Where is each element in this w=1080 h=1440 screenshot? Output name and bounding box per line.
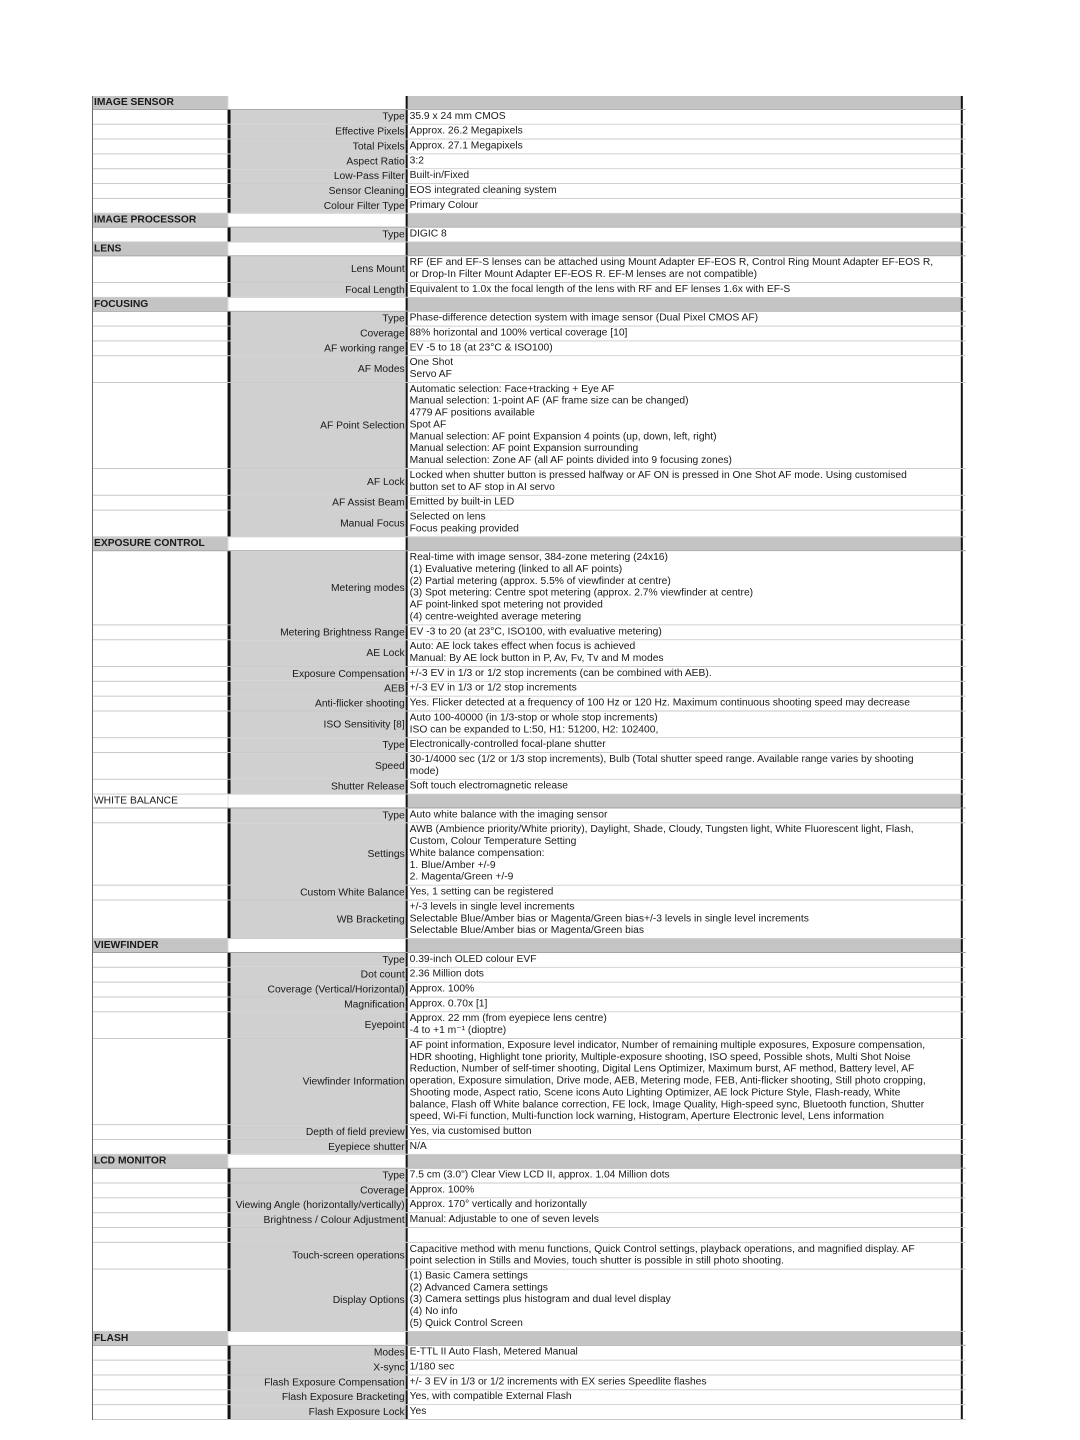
- spec-label: Settings: [367, 848, 405, 860]
- spec-row-modes: [93, 1346, 966, 1361]
- spec-row-flash-exposure-compensation: [93, 1375, 966, 1390]
- spec-label: Type: [382, 313, 405, 325]
- spec-value: Soft touch electromagnetic release: [409, 780, 568, 792]
- section-title: LCD MONITOR: [93, 1155, 228, 1168]
- spec-value: EV -3 to 20 (at 23°C, ISO100, with evaluative metering): [409, 626, 662, 638]
- section-header-exposure-control: [93, 537, 966, 551]
- spec-value: 7.5 cm (3.0") Clear View LCD II, approx. 1.04 Million dots: [409, 1169, 670, 1181]
- spec-row-eyepoint: [93, 1012, 966, 1039]
- spec-row-custom-white-balance: [93, 886, 966, 901]
- spec-label: Effective Pixels: [335, 126, 405, 138]
- spec-row-eyepiece-shutter: [93, 1140, 966, 1155]
- spec-row-type: [93, 953, 966, 968]
- spec-value: EOS integrated cleaning system: [409, 185, 557, 196]
- spec-value: Approx. 0.70x [1]: [409, 998, 488, 1010]
- spec-value: (1) Basic Camera settings (2) Advanced Camera settings (3) Camera settings plus histogram and dual level display (4) No info (5) Quick Control Screen: [409, 1270, 671, 1329]
- spec-value: AF point information, Exposure level indicator, Number of remaining multiple exposures, Exposure compensation, HDR shooting, Highlight tone priority, Multiple-exposure shooting, ISO speed, Possible shots, Multi Shot Noise Reduction, Number of self-timer shooting, Digital Lens Optimizer, Maximum burst, AF method, Battery level, AF operation, Exposure simulation, Drive mode, AEB, Metering mode, FEB, Anti-flicker shooting, Still photo cropping, Shooting mode, Aspect ratio, Scene icons Auto Lighting Optimizer, AE lock Picture Style, Flash-ready, White balance, Flash off White balance correction, FE lock, Image Quality, High-speed sync, Bluetooth function, Shutter speed, Wi-Fi function, Multi-function lock warning, Histogram, Aperture Electronic level, Lens information: [409, 1040, 926, 1123]
- spec-label: Type: [382, 229, 405, 240]
- spec-label: ISO Sensitivity [8]: [323, 718, 405, 730]
- spec-value: Yes. Flicker detected at a frequency of 100 Hz or 120 Hz. Maximum continuous shooting speed may decrease: [409, 697, 910, 709]
- spec-label: Anti-flicker shooting: [314, 698, 405, 710]
- section-title: FOCUSING: [93, 298, 228, 311]
- spec-label: Type: [382, 954, 405, 966]
- spec-label: Flash Exposure Lock: [308, 1406, 405, 1418]
- spec-label: Brightness / Colour Adjustment: [263, 1214, 405, 1226]
- spec-row-af-working-range: [93, 341, 966, 356]
- spec-label: AEB: [384, 683, 405, 695]
- spec-row-flash-exposure-bracketing: [93, 1390, 966, 1405]
- spec-value: AWB (Ambience priority/White priority), Daylight, Shade, Cloudy, Tungsten light, White Fluorescent light, Flash, Custom, Colour Temperature Setting White balance compensation: 1. Blue/Amber +/-9 2. Magenta/Green +/-9: [409, 824, 914, 883]
- spec-row-display-options: [93, 1270, 966, 1332]
- spec-label: Eyepiece shutter: [328, 1141, 405, 1153]
- spec-value: Selected on lens Focus peaking provided: [409, 511, 519, 535]
- spec-value: Approx. 100%: [409, 1184, 475, 1196]
- spec-value: Primary Colour: [409, 199, 479, 211]
- spec-value: +/-3 EV in 1/3 or 1/2 stop increments: [409, 682, 577, 694]
- spec-value: 35.9 x 24 mm CMOS: [409, 110, 506, 122]
- spec-value: Approx. 100%: [409, 983, 475, 995]
- spec-label: Display Options: [332, 1294, 405, 1306]
- spec-value: Auto: AE lock takes effect when focus is achieved Manual: By AE lock button in P, Av, Fv, Tv and M modes: [409, 641, 664, 664]
- spec-value: Locked when shutter button is pressed halfway or AF ON is pressed in One Shot AF mode. Using customised button set to AF stop in AI servo: [409, 470, 907, 493]
- spec-label: Type: [382, 111, 405, 123]
- spec-label: Aspect Ratio: [346, 155, 405, 167]
- spec-label: Low-Pass Filter: [333, 170, 405, 182]
- section-header-focusing: [93, 298, 966, 312]
- spec-row-type: [93, 1169, 966, 1184]
- spec-value: Equivalent to 1.0x the focal length of the lens with RF and EF lenses 1.6x with EF-S: [409, 284, 791, 295]
- spec-value: Capacitive method with menu functions, Quick Control settings, playback operations, and magnified display. AF point selection in Stills and Movies, touch shutter is possible in still photo shooting.: [409, 1243, 915, 1267]
- spec-row-x-sync: [93, 1361, 966, 1376]
- spec-row-flash-exposure-lock: [93, 1405, 966, 1420]
- spec-row-type: [93, 110, 966, 125]
- spec-value: Approx. 26.2 Megapixels: [409, 125, 523, 137]
- spec-row-sensor-cleaning: [93, 184, 966, 199]
- spec-label: Touch-screen operations: [292, 1250, 405, 1262]
- spec-row-metering-brightness-range: [93, 625, 966, 640]
- section-header-lcd-monitor: [93, 1155, 966, 1169]
- spec-row-aeb: [93, 682, 966, 697]
- spec-row-brightness-colour-adjustment: [93, 1213, 966, 1228]
- spec-row-anti-flicker-shooting: [93, 697, 966, 712]
- spec-row-aspect-ratio: [93, 154, 966, 169]
- spec-value: 0.39-inch OLED colour EVF: [409, 953, 537, 965]
- spec-row-type: [93, 312, 966, 327]
- spec-label: Custom White Balance: [300, 887, 405, 899]
- spec-row-af-modes: [93, 356, 966, 383]
- spec-label: Exposure Compensation: [292, 668, 405, 680]
- spec-row-type: [93, 738, 966, 753]
- spec-value: Automatic selection: Face+tracking + Eye AF Manual selection: 1-point AF (AF frame size can be changed) 4779 AF positions available Spot AF Manual selection: AF point Expansion 4 points (up, down, left, right) Manual selection: AF point Expansion surrounding Manual selection: Zone AF (all AF points divided into 9 focusing zones): [409, 383, 732, 467]
- spec-row-effective-pixels: [93, 125, 966, 140]
- spec-row-coverage: [93, 1184, 966, 1199]
- spec-value: Yes, with compatible External Flash: [409, 1391, 572, 1403]
- spec-value: Approx. 170° vertically and horizontally: [409, 1199, 587, 1211]
- spec-label: Metering modes: [330, 582, 405, 594]
- spec-label: Focal Length: [345, 284, 405, 296]
- spec-value: Emitted by built-in LED: [409, 496, 515, 508]
- spec-value: RF (EF and EF-S lenses can be attached using Mount Adapter EF-EOS R, Control Ring Mount Adapter EF-EOS R, or Drop-In Filter Mount Adapter EF-EOS R. EF-M lenses are not compatible): [409, 257, 934, 281]
- spec-row-af-lock: [93, 469, 966, 496]
- spec-row-coverage: [93, 327, 966, 342]
- spec-label: Type: [382, 809, 405, 821]
- spec-label: AF Point Selection: [320, 420, 405, 431]
- spec-value: Auto white balance with the imaging sensor: [409, 809, 608, 821]
- spec-label: Viewfinder Information: [302, 1076, 405, 1088]
- section-title: FLASH: [93, 1332, 228, 1345]
- spec-row-ae-lock: [93, 640, 966, 667]
- spec-label: Dot count: [360, 969, 405, 981]
- spec-value: Approx. 22 mm (from eyepiece lens centre) -4 to +1 m⁻¹ (dioptre): [409, 1013, 607, 1037]
- spec-value: N/A: [409, 1140, 427, 1152]
- spec-label: Coverage: [360, 328, 405, 339]
- spec-value: +/- 3 EV in 1/3 or 1/2 increments with EX series Speedlite flashes: [409, 1376, 707, 1388]
- spec-label: Coverage: [360, 1184, 405, 1196]
- section-title: VIEWFINDER: [93, 939, 228, 952]
- spec-row-touch-screen-operations: [93, 1243, 966, 1270]
- section-title: WHITE BALANCE: [93, 795, 228, 808]
- section-title: IMAGE PROCESSOR: [93, 214, 228, 227]
- spec-row-magnification: [93, 997, 966, 1012]
- spec-row-settings: [93, 823, 966, 885]
- spec-label: Sensor Cleaning: [328, 185, 405, 197]
- spec-sheet: [92, 96, 966, 1420]
- spec-label: Modes: [373, 1347, 405, 1359]
- spec-row-type: [93, 228, 966, 243]
- spec-label: Speed: [374, 760, 405, 772]
- spec-row-viewfinder-information: [93, 1039, 966, 1125]
- spec-value: Manual: Adjustable to one of seven levels: [409, 1214, 599, 1226]
- section-title: EXPOSURE CONTROL: [93, 537, 228, 550]
- spec-label: AF working range: [324, 342, 405, 354]
- spec-label: AF Lock: [366, 476, 405, 488]
- spec-label: X-sync: [373, 1362, 405, 1373]
- spec-value: One Shot Servo AF: [409, 357, 454, 380]
- spec-row-type: [93, 808, 966, 823]
- spec-value: Real-time with image sensor, 384-zone metering (24x16) (1) Evaluative metering (linked to all AF points) (2) Partial metering (approx. 5.5% of viewfinder at centre) (3) Spot metering: Centre spot metering (approx. 2.7% viewfinder at centre) AF point-linked spot metering not provided (4) centre-weighted average metering: [409, 552, 754, 623]
- spec-row-depth-of-field-preview: [93, 1125, 966, 1140]
- spec-value: Yes: [409, 1406, 427, 1418]
- spec-row-shutter-release: [93, 780, 966, 795]
- spec-value: Yes, via customised button: [409, 1126, 532, 1137]
- spec-label: Shutter Release: [330, 781, 405, 793]
- spec-value: 3:2: [409, 155, 424, 167]
- spec-row-total-pixels: [93, 140, 966, 155]
- spec-label: Eyepoint: [364, 1019, 405, 1031]
- spec-value: DIGIC 8: [409, 228, 447, 240]
- spec-row-coverage-vertical-horizontal: [93, 983, 966, 998]
- section-header-image-processor: [93, 214, 966, 228]
- spec-row-dot-count: [93, 968, 966, 983]
- spec-label: AF Assist Beam: [332, 497, 405, 509]
- spec-row-low-pass-filter: [93, 169, 966, 184]
- spec-row-af-point-selection: [93, 383, 966, 469]
- spec-row-speed: [93, 753, 966, 780]
- spec-label: Lens Mount: [350, 263, 405, 275]
- spec-label: AE Lock: [366, 647, 405, 659]
- section-header-flash: [93, 1332, 966, 1346]
- spec-label: Type: [382, 1170, 405, 1182]
- spec-row-viewing-angle-horizontally-vertically: [93, 1198, 966, 1213]
- spec-label: Viewing Angle (horizontally/vertically): [235, 1199, 405, 1211]
- spec-value: +/-3 levels in single level increments Selectable Blue/Amber bias or Magenta/Green bias+/-3 levels in single level increments Selectable Blue/Amber bias or Magenta/Green bias: [409, 901, 809, 937]
- spec-label: Flash Exposure Compensation: [264, 1376, 405, 1388]
- spec-value: +/-3 EV in 1/3 or 1/2 stop increments (can be combined with AEB).: [409, 667, 712, 679]
- spec-label: Colour Filter Type: [323, 200, 405, 212]
- spec-row-af-assist-beam: [93, 496, 966, 511]
- spec-label: Manual Focus: [340, 518, 405, 529]
- spec-value: EV -5 to 18 (at 23°C & ISO100): [409, 342, 553, 354]
- spec-value: Auto 100-40000 (in 1/3-stop or whole stop increments) ISO can be expanded to L:50, H1: 51200, H2: 102400,: [409, 712, 659, 736]
- spec-value: 88% horizontal and 100% vertical coverage [10]: [409, 327, 628, 339]
- spec-row-exposure-compensation: [93, 667, 966, 682]
- spec-row-iso-sensitivity-8: [93, 711, 966, 738]
- spec-label: Magnification: [344, 998, 405, 1010]
- section-title: IMAGE SENSOR: [93, 96, 228, 109]
- section-header-viewfinder: [93, 939, 966, 953]
- spec-value: Electronically-controlled focal-plane shutter: [409, 739, 606, 751]
- spec-row-focal-length: [93, 283, 966, 298]
- spec-value: 30-1/4000 sec (1/2 or 1/3 stop increments), Bulb (Total shutter speed range. Available range varies by shooting mode): [409, 754, 914, 777]
- section-header-lens: [93, 242, 966, 256]
- spec-row-blank: [93, 1228, 966, 1243]
- spec-row-colour-filter-type: [93, 199, 966, 214]
- spec-row-manual-focus: [93, 511, 966, 538]
- spec-value: 2.36 Million dots: [409, 968, 484, 980]
- spec-value: E-TTL II Auto Flash, Metered Manual: [409, 1346, 578, 1358]
- spec-value: Approx. 27.1 Megapixels: [409, 140, 523, 152]
- spec-value: 1/180 sec: [409, 1361, 455, 1373]
- spec-row-metering-modes: [93, 551, 966, 625]
- spec-label: Flash Exposure Bracketing: [281, 1391, 405, 1403]
- spec-value: Phase-difference detection system with image sensor (Dual Pixel CMOS AF): [409, 312, 759, 324]
- spec-value: Yes, 1 setting can be registered: [409, 886, 554, 898]
- spec-label: Metering Brightness Range: [280, 626, 405, 638]
- spec-label: WB Bracketing: [336, 913, 405, 925]
- spec-label: AF Modes: [357, 363, 405, 375]
- section-header-image-sensor: [93, 96, 966, 110]
- spec-label: Depth of field preview: [305, 1126, 405, 1138]
- spec-label: Total Pixels: [352, 141, 405, 152]
- spec-label: Coverage (Vertical/Horizontal): [267, 984, 405, 995]
- spec-row-lens-mount: [93, 256, 966, 283]
- spec-row-wb-bracketing: [93, 900, 966, 939]
- section-title: LENS: [93, 242, 228, 255]
- spec-value: Built-in/Fixed: [409, 170, 470, 182]
- section-header-white-balance: [93, 795, 966, 809]
- spec-label: Type: [382, 739, 405, 751]
